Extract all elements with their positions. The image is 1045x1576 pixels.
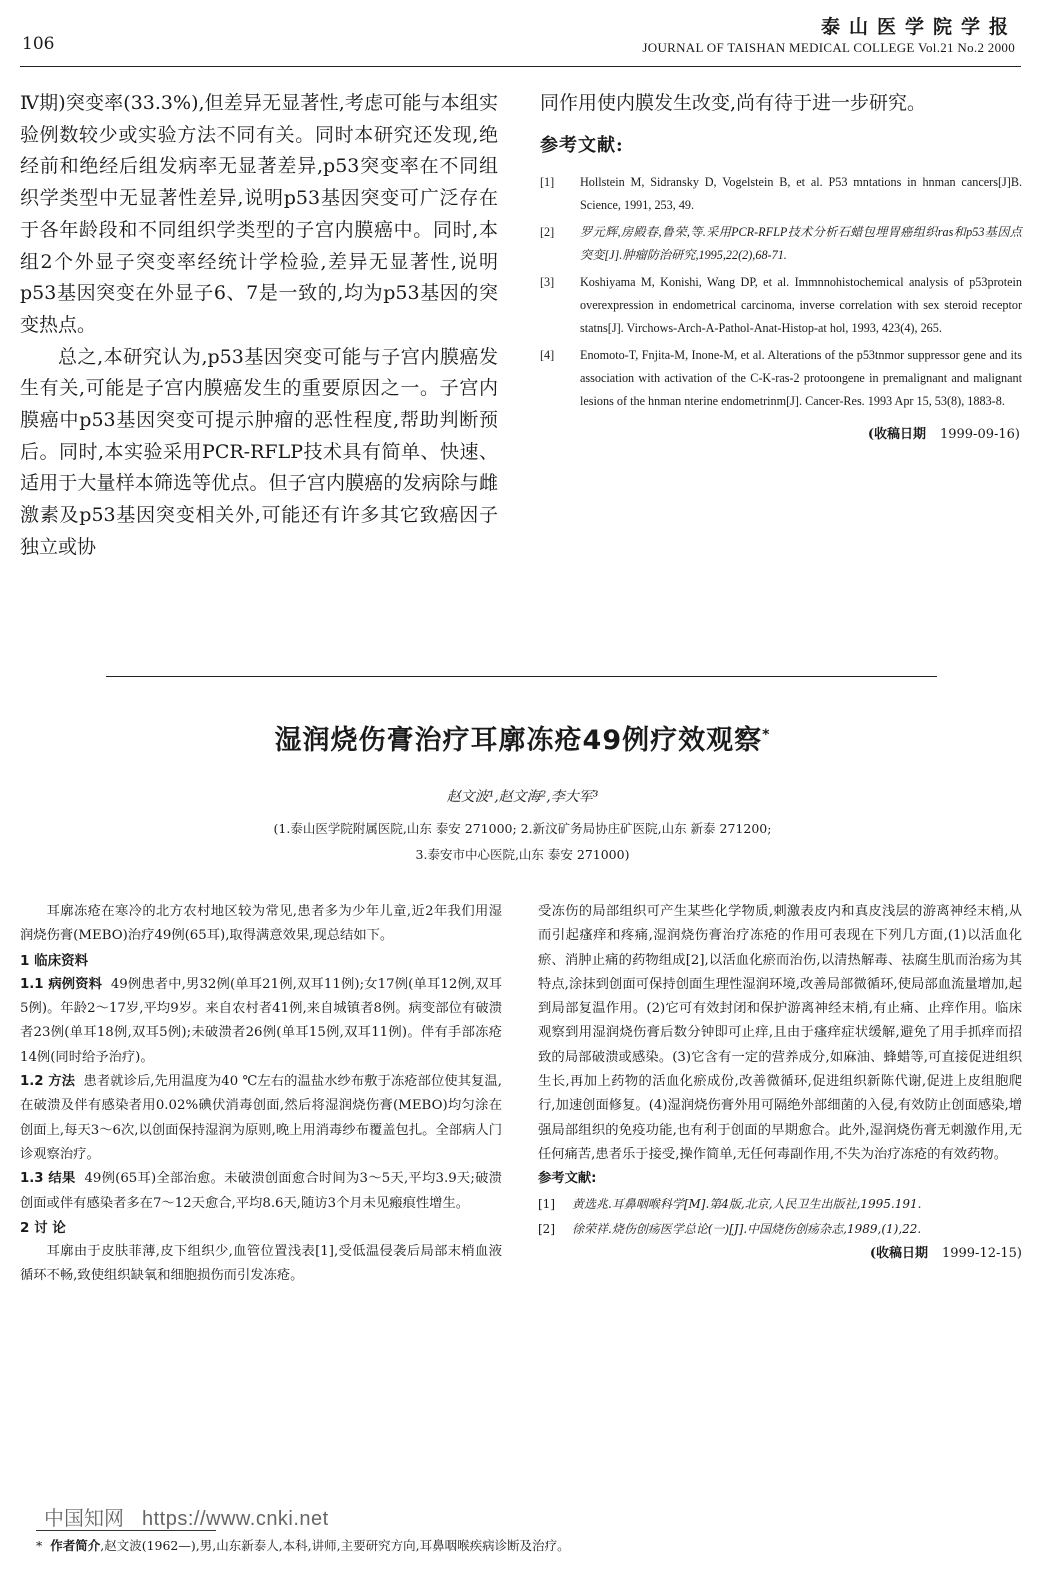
reference-list [540,171,1022,413]
paragraph: Ⅳ期)突变率(33.3%),但差异无显著性,考虑可能与本组实验例数较少或实验方法不同有关。同时本研究还发现,绝经前和绝经后组发病率无显著差异,p53突变率在不同组织学类型中无显著性差异,说明p53基因突变可广泛存在于各年龄段和不同组织学类型的子宫内膜癌中。同时,本组2个外显子突变率经统计学检验,差异无显著性,说明p53基因突变在外显子6、7是一致的,均为p53基因的突变热点。 [20,92,498,336]
article-right-column [538,900,1022,1266]
header-rule [20,66,1021,67]
reference-number: [2] [540,225,555,239]
received-value: 1999-09-16) [939,427,1020,442]
journal-title-cn: 泰山医学院学报 [820,16,1017,38]
affiliation-line: 3.泰安市中心医院,山东 泰安 271000) [415,847,630,862]
subsection-body: 49例患者中,男32例(单耳21例,双耳11例);女17例(单耳12例,双耳5例)。年龄2～17岁,平均9岁。来自农村者41例,来自城镇者8例。病变部位有破溃者23例(单耳18例,双耳5例);未破溃者26例(单耳15例,双耳11例)。伴有手部冻疮14例(同时给予治疗)。 [20,976,502,1065]
subsection-body: 49例(65耳)全部治愈。未破溃创面愈合时间为3～5天,平均3.9天;破溃创面或伴有感染者多在7～12天愈合,平均8.6天,随访3个月未见瘢痕性增生。 [20,1171,502,1211]
section-heading: 2 讨 论 [20,1219,66,1236]
subsection-lead: 1.3 结果 [20,1171,76,1187]
reference-list [538,1192,1022,1242]
reference-number: [4] [540,348,555,362]
affiliation-line: (1.泰山医学院附属医院,山东 泰安 271000; 2.新汶矿务局协庄矿医院,山东 新泰 271200; [273,821,772,836]
received-date [540,423,1022,442]
reference-item [540,271,1022,340]
reference-number: [1] [538,1196,555,1211]
reference-number: [2] [538,1221,555,1236]
page-number: 106 [22,34,55,54]
article-title [0,718,1045,757]
received-label: (收稿日期 [867,427,926,442]
section-heading: 1 临床资料 [20,952,89,969]
article-left-column [20,900,502,1289]
reference-item [540,221,1022,267]
subsection-1-2 [20,1070,502,1167]
intro-paragraph: 耳廓冻疮在寒冷的北方农村地区较为常见,患者多为少年儿童,近2年我们用湿润烧伤膏(MEBO)治疗49例(65耳),取得满意效果,现总结如下。 [20,904,502,944]
reference-item [540,171,1022,217]
subsection-body: 患者就诊后,先用温度为40 ℃左右的温盐水纱布敷于冻疮部位使其复温,在破溃及伴有感染者用0.02%碘伏消毒创面,然后将湿润烧伤膏(MEBO)均匀涂在创面上,每天3～6次,以创面保持湿润为原则,晚上用消毒纱布覆盖包扎。全部病人门诊观察治疗。 [20,1074,502,1162]
subsection-1-1 [20,973,502,1070]
reference-text: 罗元辉,房殿春,鲁荣,等.采用PCR-RFLP技术分析石蜡包埋胃癌组织ras和p53基因点突变[J].肿瘤防治研究,1995,22(2),68-71. [580,225,1022,262]
paragraph: 总之,本研究认为,p53基因突变可能与子宫内膜癌发生有关,可能是子宫内膜癌发生的重要原因之一。子宫内膜癌中p53基因突变可提示肿瘤的恶性程度,帮助判断预后。同时,本实验采用PCR-RFLP技术具有简单、快速、适用于大量样本筛选等优点。但子宫内膜癌的发病除与雌激素及p53基因突变相关外,可能还有许多其它致癌因子独立或协 [20,345,498,558]
article-affiliations [0,816,1045,868]
reference-text: 黄选兆.耳鼻咽喉科学[M].第4版,北京,人民卫生出版社,1995.191. [572,1196,922,1211]
subsection-lead: 1.2 方法 [20,1074,75,1090]
footnote-rule [36,1530,216,1531]
reference-item [538,1217,1022,1242]
prev-article-right-column [540,88,1022,442]
received-label: (收稿日期 [869,1245,928,1261]
watermark-text: 中国知网 [44,1506,124,1530]
reference-text: Hollstein M, Sidransky D, Vogelstein B, et al. P53 mntations in hnman cancers[J]B. Science, 1991, 253, 49. [580,175,1022,212]
received-date [538,1242,1022,1266]
watermark-url: https://www.cnki.net [142,1508,329,1530]
footnote-mark: * [36,1538,43,1553]
reference-item [538,1192,1022,1217]
reference-number: [3] [540,275,555,289]
reference-number: [1] [540,175,555,189]
subsection-1-3 [20,1167,502,1216]
author-footnote [36,1536,570,1554]
received-value: 1999-12-15) [941,1245,1022,1261]
subsection-lead: 1.1 病例资料 [20,976,103,992]
footnote-label: 作者简介 [50,1538,101,1553]
discussion-paragraph: 受冻伤的局部组织可产生某些化学物质,刺激表皮内和真皮浅层的游离神经末梢,从而引起瘙痒和疼痛,湿润烧伤膏治疗冻疮的作用可表现在下列几方面,(1)以活血化瘀、消肿止痛的药物组成[2],以活血化瘀而治伤,以清热解毒、祛腐生肌而治疡为其特点,涂抹到创面可保持创面生理性湿润环境,改善局部微循环,使局部血流量增加,起到局部复温作用。(2)它可有效封闭和保护游离神经末梢,有止痛、止痒作用。临床观察到用湿润烧伤膏后数分钟即可止痒,且由于瘙痒症状缓解,避免了用手抓痒而招致的局部破溃或感染。(3)它含有一定的营养成分,如麻油、蜂蜡等,可直接促进组织生长,再加上药物的活血化瘀成份,改善微循环,促进组织新陈代谢,促进上皮组胞爬行,加速创面修复。(4)湿润烧伤膏外用可隔绝外部细菌的入侵,有效防止创面感染,增强局部组织的免疫功能,也有利于创面的早期愈合。此外,湿润烧伤膏无刺激作用,无任何痛苦,患者乐于接受,操作简单,无任何毒副作用,不失为治疗冻疮的有效药物。 [538,904,1022,1162]
footnote-text: ,赵文波(1962—),男,山东新泰人,本科,讲师,主要研究方向,耳鼻咽喉疾病诊断及治疗。 [100,1538,570,1553]
journal-title-en: JOURNAL OF TAISHAN MEDICAL COLLEGE Vol.21 No.2 2000 [642,40,1015,55]
article-title-text: 湿润烧伤膏治疗耳廓冻疮49例疗效观察 [274,725,763,756]
reference-text: 徐荣祥.烧伤创疡医学总论(一)[J].中国烧伤创疡杂志,1989,(1),22. [572,1221,922,1236]
reference-text: Enomoto-T, Fnjita-M, Inone-M, et al. Alterations of the p53tnmor suppressor gene and its association with activation of the C-K-ras-2 protoongene in premalignant and malignant lesions of the hnman nterine endometrinm[J]. Cancer-Res. 1993 Apr 15, 53(8), 1883-8. [580,348,1022,408]
cnki-watermark [44,1502,329,1531]
article-separator-rule [106,676,937,677]
title-footnote-mark: * [762,727,771,743]
reference-text: Koshiyama M, Konishi, Wang DP, et al. Immnnohistochemical analysis of p53protein overexpression in endometrical carcinoma, inverse correlation with sex steroid receptor statns[J]. Virchows-Arch-A-Pathol-Anat-Histop-at hol, 1993, 423(4), 265. [580,275,1022,335]
references-heading: 参考文献: [540,135,624,156]
prev-article-left-column [20,88,498,564]
article-authors: 赵文波¹,赵文海²,李大军³ [446,789,599,805]
references-heading: 参考文献: [538,1171,597,1187]
discussion-paragraph: 耳廓由于皮肤菲薄,皮下组织少,血管位置浅表[1],受低温侵袭后局部末梢血液循环不畅,致使组织缺氧和细胞损伤而引发冻疮。 [20,1244,502,1284]
reference-item [540,344,1022,413]
paragraph: 同作用使内膜发生改变,尚有待于进一步研究。 [540,92,927,114]
